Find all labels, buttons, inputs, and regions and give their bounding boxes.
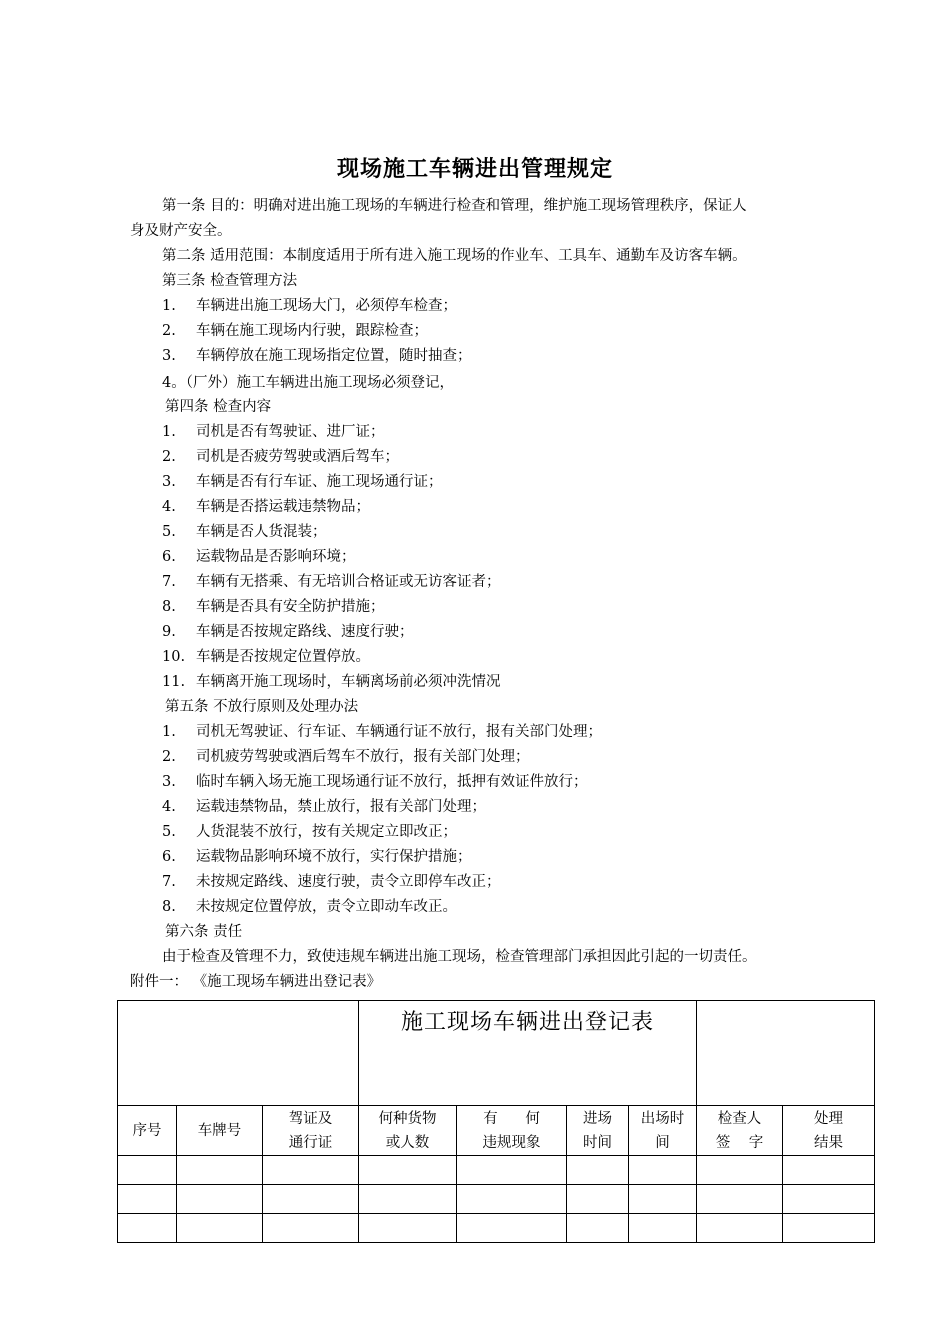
item-number: 7. <box>162 574 176 590</box>
list-item <box>162 672 501 692</box>
item-number: 6. <box>162 849 176 865</box>
table-cell[interactable] <box>697 1214 783 1243</box>
table-cell[interactable] <box>118 1185 177 1214</box>
item-text: 司机疲劳驾驶或酒后驾车不放行，报有关部门处理； <box>196 749 530 765</box>
attachment-label: 附件一： 《施工现场车辆进出登记表》 <box>130 974 382 990</box>
item-text: 车辆是否按规定路线、速度行驶； <box>196 624 414 640</box>
col-header-result: 处理 结果 <box>783 1106 875 1156</box>
table-cell[interactable] <box>629 1185 697 1214</box>
item-number: 3. <box>162 774 176 790</box>
list-item <box>162 772 588 792</box>
list-item <box>162 422 385 442</box>
table-cell[interactable] <box>263 1185 359 1214</box>
table-cell[interactable] <box>263 1214 359 1243</box>
item-text: 司机是否疲劳驾驶或酒后驾车； <box>196 449 399 465</box>
item-text: 车辆离开施工现场时，车辆离场前必须冲洗情况 <box>196 674 501 690</box>
list-item <box>162 472 443 492</box>
table-cell[interactable] <box>118 1156 177 1185</box>
table-cell[interactable] <box>783 1185 875 1214</box>
item-number: 3. <box>162 348 176 364</box>
col-header-cargo: 何种货物 或人数 <box>359 1106 457 1156</box>
item-number: 8. <box>162 899 176 915</box>
article6-heading: 第六条 责任 <box>165 924 243 940</box>
col-header-license: 驾证及 通行证 <box>263 1106 359 1156</box>
col-header-violation: 有 何 违规现象 <box>457 1106 567 1156</box>
item-text: 运载物品影响环境不放行，实行保护措施； <box>196 849 472 865</box>
item-number: 2. <box>162 749 176 765</box>
article1-line2: 身及财产安全。 <box>130 223 232 239</box>
table-cell[interactable] <box>629 1214 697 1243</box>
item-text: 车辆是否人货混装； <box>196 524 327 540</box>
list-item <box>162 822 457 842</box>
item-number: 4. <box>162 799 176 815</box>
list-item <box>162 572 501 592</box>
list-item <box>162 722 602 742</box>
item-number: 5. <box>162 524 176 540</box>
table-row <box>118 1185 875 1214</box>
list-item <box>162 872 501 892</box>
item-text: 车辆停放在施工现场指定位置，随时抽查； <box>196 348 472 364</box>
table-cell[interactable] <box>177 1156 263 1185</box>
item-text: 车辆是否具有安全防护措施； <box>196 599 385 615</box>
list-item <box>162 346 472 366</box>
col-header-exit-time: 出场时 间 <box>629 1106 697 1156</box>
list-item <box>162 447 399 467</box>
table-cell[interactable] <box>783 1214 875 1243</box>
article1-line1: 第一条 目的：明确对进出施工现场的车辆进行检查和管理，维护施工现场管理秩序，保证人 <box>162 198 747 214</box>
list-item <box>162 547 356 567</box>
item-text: 司机是否有驾驶证、进厂证； <box>196 424 385 440</box>
item-number: 5. <box>162 824 176 840</box>
registration-form-table <box>117 1000 875 1243</box>
table-cell[interactable] <box>457 1214 567 1243</box>
form-title: 施工现场车辆进出登记表 <box>359 1001 697 1106</box>
item-text: 车辆是否搭运载违禁物品； <box>196 499 370 515</box>
col-header-plate: 车牌号 <box>177 1106 263 1156</box>
item-number: 3. <box>162 474 176 490</box>
list-item <box>162 622 414 642</box>
table-header-row <box>118 1106 875 1156</box>
list-item <box>162 897 457 917</box>
list-item <box>162 321 428 341</box>
table-row <box>118 1214 875 1243</box>
article2-text: 第二条 适用范围：本制度适用于所有进入施工现场的作业车、工具车、通勤车及访客车辆。 <box>162 248 747 264</box>
table-cell[interactable] <box>697 1185 783 1214</box>
col-header-entry-time: 进场 时间 <box>567 1106 629 1156</box>
article3-item4: 4。（厂外）施工车辆进出施工现场必须登记， <box>162 375 454 391</box>
article4-heading: 第四条 检查内容 <box>165 399 272 415</box>
item-number: 1. <box>162 424 176 440</box>
table-cell[interactable] <box>457 1185 567 1214</box>
item-number: 7. <box>162 874 176 890</box>
article3-heading: 第三条 检查管理方法 <box>162 273 298 289</box>
document-title: 现场施工车辆进出管理规定 <box>336 156 613 182</box>
item-number: 10. <box>162 649 186 665</box>
item-number: 6. <box>162 549 176 565</box>
list-item <box>162 497 370 517</box>
table-cell[interactable] <box>629 1156 697 1185</box>
form-header-left-blank <box>118 1001 359 1106</box>
list-item <box>162 296 457 316</box>
item-text: 运载违禁物品，禁止放行，报有关部门处理； <box>196 799 486 815</box>
item-text: 人货混装不放行，按有关规定立即改正； <box>196 824 457 840</box>
col-header-number: 序号 <box>118 1106 177 1156</box>
col-header-inspector: 检查人 签 字 <box>697 1106 783 1156</box>
item-text: 车辆在施工现场内行驶，跟踪检查； <box>196 323 428 339</box>
list-item <box>162 522 327 542</box>
item-number: 1. <box>162 298 176 314</box>
item-text: 未按规定路线、速度行驶，责令立即停车改正； <box>196 874 501 890</box>
table-cell[interactable] <box>359 1185 457 1214</box>
table-cell[interactable] <box>567 1214 629 1243</box>
table-cell[interactable] <box>359 1214 457 1243</box>
item-number: 2. <box>162 449 176 465</box>
list-item <box>162 647 370 667</box>
table-cell[interactable] <box>567 1185 629 1214</box>
item-number: 4. <box>162 499 176 515</box>
item-text: 未按规定位置停放，责令立即动车改正。 <box>196 899 457 915</box>
item-text: 车辆有无搭乘、有无培训合格证或无访客证者； <box>196 574 501 590</box>
table-cell[interactable] <box>567 1156 629 1185</box>
table-cell[interactable] <box>177 1185 263 1214</box>
list-item <box>162 847 472 867</box>
table-row <box>118 1156 875 1185</box>
item-text: 车辆是否有行车证、施工现场通行证； <box>196 474 443 490</box>
table-cell[interactable] <box>457 1156 567 1185</box>
item-text: 司机无驾驶证、行车证、车辆通行证不放行，报有关部门处理； <box>196 724 602 740</box>
form-header-right-blank <box>697 1001 875 1106</box>
item-number: 9. <box>162 624 176 640</box>
article5-heading: 第五条 不放行原则及处理办法 <box>165 699 359 715</box>
article6-body: 由于检查及管理不力，致使违规车辆进出施工现场，检查管理部门承担因此引起的一切责任。 <box>162 949 757 965</box>
table-cell[interactable] <box>697 1156 783 1185</box>
table-cell[interactable] <box>783 1156 875 1185</box>
item-number: 11. <box>162 674 186 690</box>
item-text: 车辆是否按规定位置停放。 <box>196 649 370 665</box>
item-number: 8. <box>162 599 176 615</box>
list-item <box>162 597 385 617</box>
list-item <box>162 797 486 817</box>
table-cell[interactable] <box>118 1214 177 1243</box>
item-text: 临时车辆入场无施工现场通行证不放行，抵押有效证件放行； <box>196 774 588 790</box>
table-cell[interactable] <box>177 1214 263 1243</box>
list-item <box>162 747 530 767</box>
item-number: 2. <box>162 323 176 339</box>
table-cell[interactable] <box>263 1156 359 1185</box>
item-text: 运载物品是否影响环境； <box>196 549 356 565</box>
item-number: 1. <box>162 724 176 740</box>
item-text: 车辆进出施工现场大门，必须停车检查； <box>196 298 457 314</box>
table-cell[interactable] <box>359 1156 457 1185</box>
